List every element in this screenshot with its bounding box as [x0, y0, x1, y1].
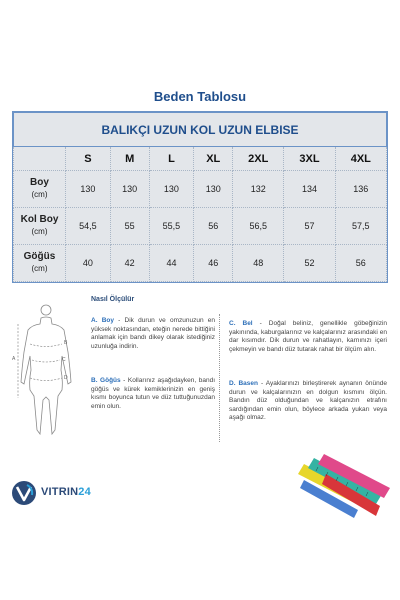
table-cell: 130 — [110, 171, 149, 208]
size-header: S — [66, 147, 111, 171]
table-cell: 44 — [149, 245, 194, 282]
row-label-text: Kol Boy — [20, 214, 59, 225]
table-cell: 136 — [335, 171, 386, 208]
instruction-text: - Doğal beliniz, genellikle göbeğinizin yakınında, kaburgalarınız ve kalçalarınız arasındaki en dar kısımdır. Dik durun ve rahatlayın, karnınızı içeri çekmeyin ve bandı düz tutarak rahat bir ölçüm alın. — [229, 320, 388, 353]
table-cell: 134 — [284, 171, 335, 208]
instruction-label: C. Bel — [229, 320, 253, 327]
table-cell: 56 — [335, 245, 386, 282]
table-cell: 55 — [110, 208, 149, 245]
table-cell: 52 — [284, 245, 335, 282]
size-table — [12, 111, 388, 283]
page-title: Beden Tablosu — [153, 89, 247, 104]
table-cell: 40 — [66, 245, 111, 282]
table-cell: 55,5 — [149, 208, 194, 245]
table-cell: 130 — [149, 171, 194, 208]
figure-label: B — [64, 340, 68, 346]
row-label — [14, 171, 66, 208]
size-header: L — [149, 147, 194, 171]
instruction-label: D. Basen — [229, 380, 258, 387]
guide-heading: Nasıl Ölçülür — [91, 296, 135, 303]
table-cell: 54,5 — [66, 208, 111, 245]
figure-label: A — [12, 356, 16, 362]
instruction-boy — [91, 317, 215, 351]
instruction-text: - Ayaklarınızı birleştirerek aynanın önünde durun ve kalçalarınızın en dolgun kısmını ölçün. Bandın düz olduğundan ve kalçanızın etrafını sardığından emin olun, böylece arkada yukarı veya aşağı olmaz. — [229, 380, 387, 421]
column-divider — [219, 314, 220, 442]
instruction-label: A. Boy — [91, 317, 114, 324]
body-figure-illustration — [8, 300, 82, 450]
row-unit: (cm) — [31, 227, 48, 236]
instruction-basen — [229, 380, 387, 423]
table-cell: 57,5 — [335, 208, 386, 245]
size-header: 2XL — [233, 147, 284, 171]
row-unit: (cm) — [31, 264, 48, 273]
table-row — [14, 245, 387, 282]
instruction-bel — [229, 320, 387, 354]
table-cell: 132 — [233, 171, 284, 208]
table-cell: 130 — [66, 171, 111, 208]
size-header: XL — [194, 147, 233, 171]
logo-mark-icon — [10, 479, 38, 507]
table-cell: 56 — [194, 208, 233, 245]
table-cell: 48 — [233, 245, 284, 282]
table-row — [14, 208, 387, 245]
brand-suffix: 24 — [78, 486, 91, 498]
row-label-text: Boy — [30, 177, 49, 188]
table-cell: 57 — [284, 208, 335, 245]
figure-label: C — [62, 357, 66, 363]
row-label — [14, 245, 66, 282]
figure-label: D — [64, 375, 68, 381]
table-row — [14, 171, 387, 208]
instruction-text: - Dik durun ve omzunuzun en yüksek noktasından, eteğin nerede bittiğini anlamak için bandı dikey olarak istediğiniz uzunluğa indirin. — [91, 317, 216, 350]
row-label — [14, 208, 66, 245]
row-label-text: Göğüs — [23, 251, 56, 262]
measurement-guide — [0, 292, 400, 452]
measuring-tape-illustration — [296, 450, 392, 522]
table-cell: 42 — [110, 245, 149, 282]
size-header: 3XL — [284, 147, 335, 171]
instruction-text: - Kollarınız aşağıdayken, bandı göğüs ve kürek kemiklerinizin en geniş kısmı boyunca tutun ve düz tuttuğunuzdan emin olun. — [91, 377, 216, 410]
instruction-gogus — [91, 377, 215, 411]
size-header-row — [14, 147, 387, 171]
size-header: 4XL — [335, 147, 386, 171]
table-cell: 46 — [194, 245, 233, 282]
brand-prefix: VITRIN — [41, 486, 79, 498]
table-cell: 56,5 — [233, 208, 284, 245]
brand-name — [41, 486, 91, 498]
table-corner — [14, 147, 66, 171]
table-heading: BALIKÇI UZUN KOL UZUN ELBISE — [14, 113, 387, 147]
row-unit: (cm) — [31, 190, 48, 199]
table-cell: 130 — [194, 171, 233, 208]
size-header: M — [110, 147, 149, 171]
brand-logo — [10, 479, 120, 507]
instruction-label: B. Göğüs — [91, 377, 121, 384]
